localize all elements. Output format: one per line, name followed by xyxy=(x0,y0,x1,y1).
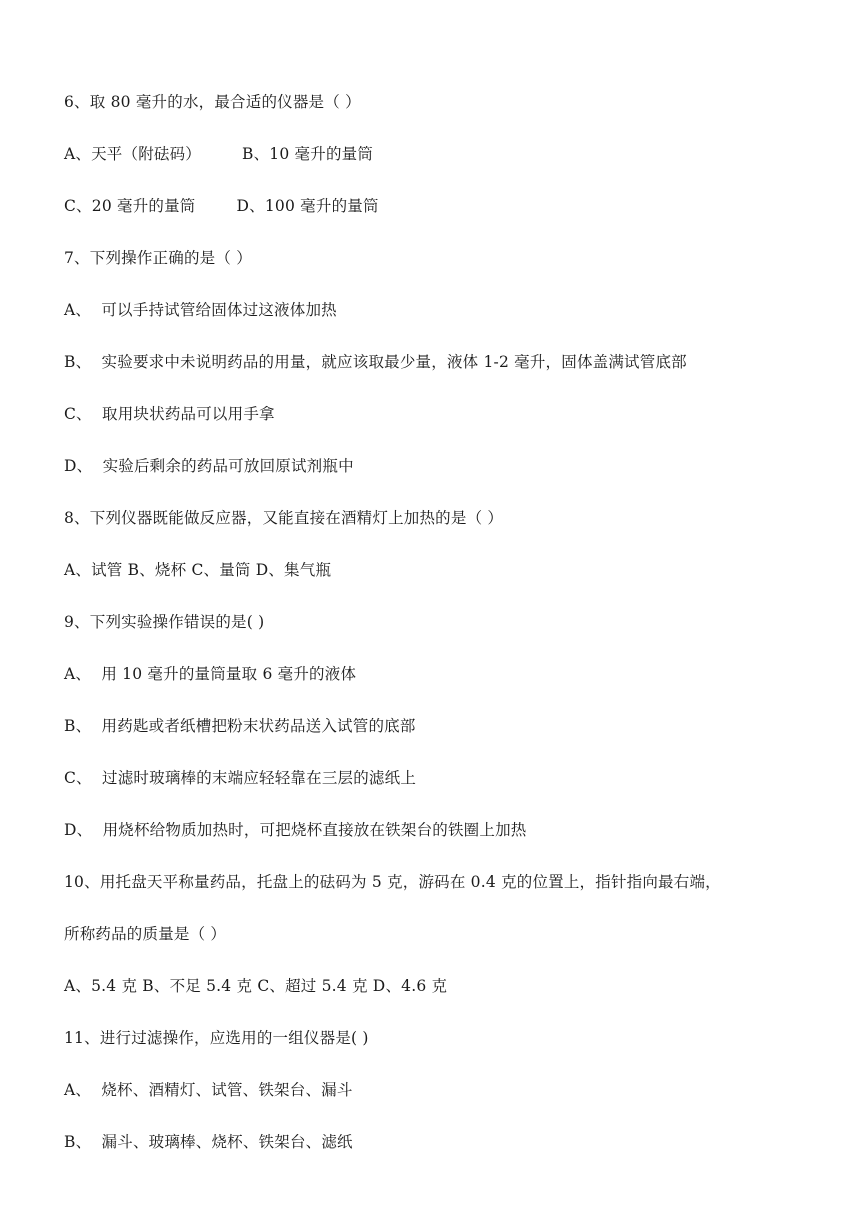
question-10-stem-line-2: 所称药品的质量是（ ） xyxy=(64,925,227,943)
question-11-option-a: A、 烧杯、酒精灯、试管、铁架台、漏斗 xyxy=(64,1081,353,1099)
question-7-option-d: D、 实验后剩余的药品可放回原试剂瓶中 xyxy=(64,457,354,475)
question-7-option-c: C、 取用块状药品可以用手拿 xyxy=(64,405,275,423)
question-10-options: A、5.4 克 B、不足 5.4 克 C、超过 5.4 克 D、4.6 克 xyxy=(64,977,448,995)
question-10-stem-line-1: 10、用托盘天平称量药品，托盘上的砝码为 5 克，游码在 0.4 克的位置上，指针指向最右端， xyxy=(64,873,721,891)
question-7-option-a: A、 可以手持试管给固体过这液体加热 xyxy=(64,301,337,319)
question-9-option-d: D、 用烧杯给物质加热时，可把烧杯直接放在铁架台的铁圈上加热 xyxy=(64,821,527,839)
question-9-option-a: A、 用 10 毫升的量筒量取 6 毫升的液体 xyxy=(64,665,357,683)
question-9-option-c: C、 过滤时玻璃棒的末端应轻轻靠在三层的滤纸上 xyxy=(64,769,417,787)
question-7-option-b: B、 实验要求中未说明药品的用量，就应该取最少量，液体 1-2 毫升，固体盖满试管底部 xyxy=(64,353,687,371)
question-9-stem: 9、下列实验操作错误的是( ) xyxy=(64,613,265,631)
question-6-stem: 6、取 80 毫升的水，最合适的仪器是（ ） xyxy=(64,93,361,111)
question-8-options: A、试管 B、烧杯 C、量筒 D、集气瓶 xyxy=(64,561,332,579)
question-11-stem: 11、进行过滤操作，应选用的一组仪器是( ) xyxy=(64,1029,369,1047)
question-6-options-ab: A、天平（附砝码） B、10 毫升的量筒 xyxy=(64,145,374,163)
question-9-option-b: B、 用药匙或者纸槽把粉末状药品送入试管的底部 xyxy=(64,717,416,735)
question-7-stem: 7、下列操作正确的是（ ） xyxy=(64,249,252,267)
question-8-stem: 8、下列仪器既能做反应器，又能直接在酒精灯上加热的是（ ） xyxy=(64,509,504,527)
question-6-options-cd: C、20 毫升的量筒 D、100 毫升的量筒 xyxy=(64,197,379,215)
question-11-option-b: B、 漏斗、玻璃棒、烧杯、铁架台、滤纸 xyxy=(64,1133,353,1151)
